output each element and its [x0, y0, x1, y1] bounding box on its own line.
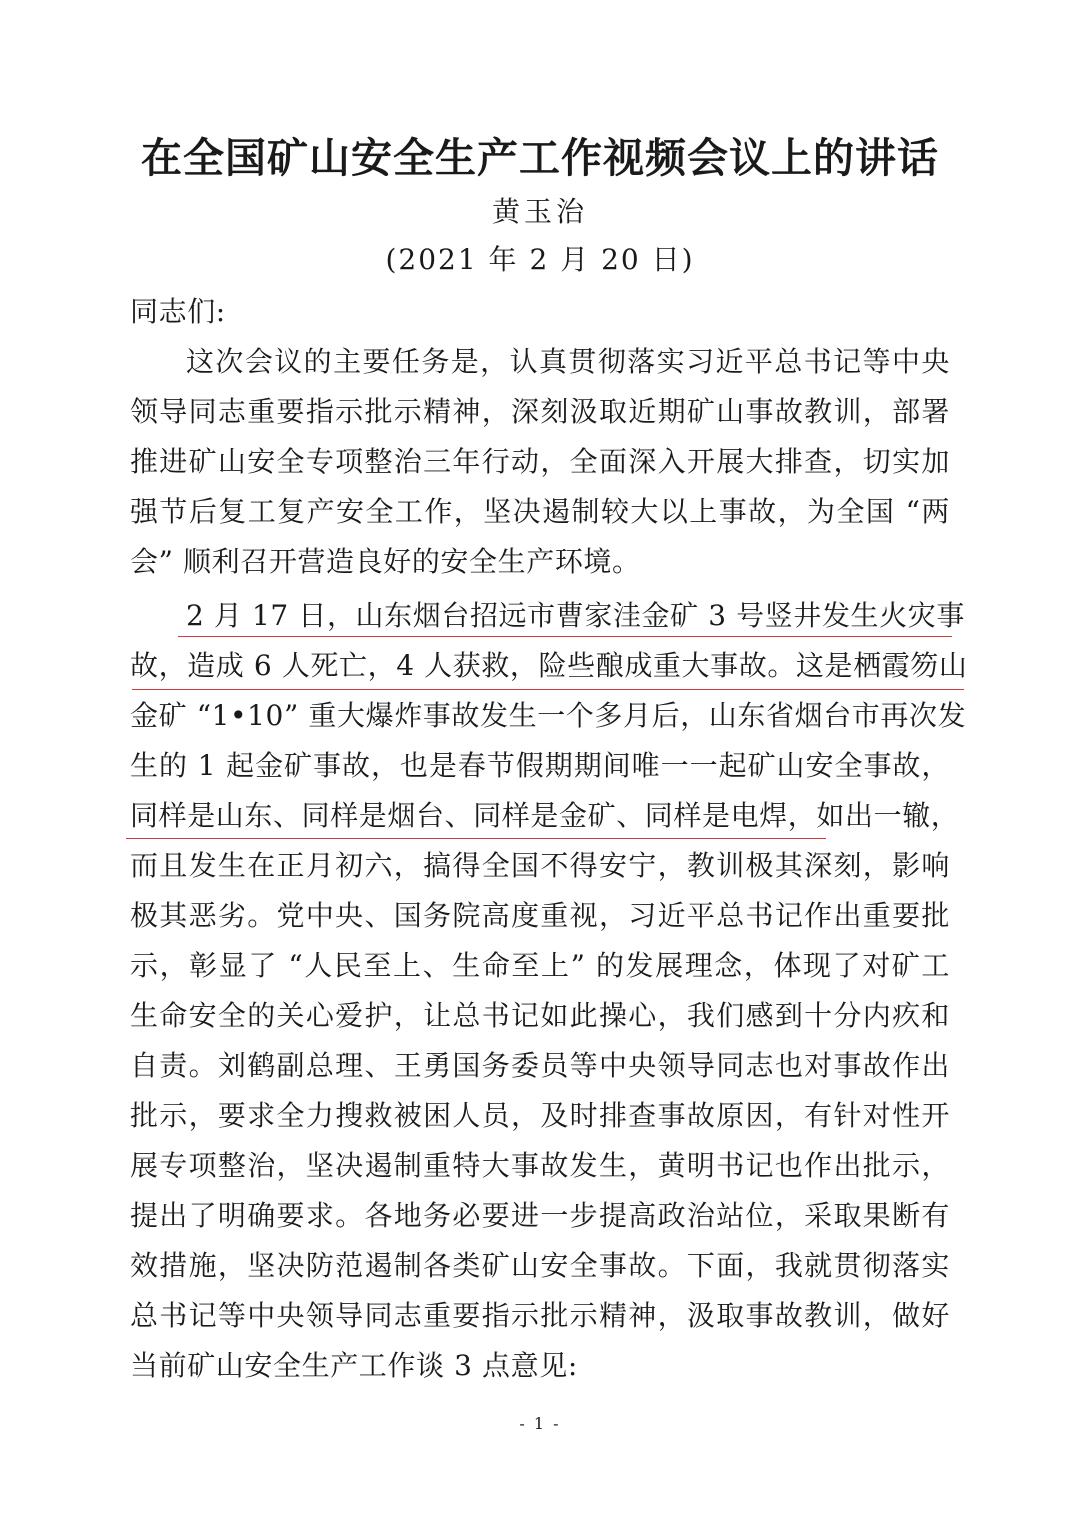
paragraph-line: 生的 1 起金矿事故，也是春节假期期间唯一一起矿山安全事故， [130, 749, 950, 782]
paragraph-line: 领导同志重要指示批示精神，深刻汲取近期矿山事故教训，部署 [130, 395, 950, 428]
paragraph-line: 同样是山东、同样是烟台、同样是金矿、同样是电焊，如出一辙， [130, 799, 960, 832]
paragraph-line: 会” 顺利召开营造良好的安全生产环境。 [130, 545, 641, 578]
red-underline [132, 689, 964, 690]
paragraph-line: 提出了明确要求。各地务必要进一步提高政治站位，采取果断有 [130, 1199, 950, 1232]
paragraph-line: 总书记等中央领导同志重要指示批示精神，汲取事故教训，做好 [130, 1299, 950, 1332]
paragraph-line: 示，彰显了 “人民至上、生命至上” 的发展理念，体现了对矿工 [130, 949, 950, 982]
salutation: 同志们: [130, 295, 226, 328]
paragraph-line: 推进矿山安全专项整治三年行动，全面深入开展大排查，切实加 [130, 445, 950, 478]
paragraph-line: 这次会议的主要任务是，认真贯彻落实习近平总书记等中央 [186, 345, 950, 378]
red-underline [126, 838, 826, 839]
red-underline [178, 636, 952, 637]
paragraph-line: 故，造成 6 人死亡，4 人获救，险些酿成重大事故。这是栖霞笏山 [130, 649, 968, 682]
document-title: 在全国矿山安全生产工作视频会议上的讲话 [141, 134, 939, 182]
paragraph-line: 批示，要求全力搜救被困人员，及时排查事故原因，有针对性开 [130, 1099, 950, 1132]
paragraph-line: 金矿 “1•10” 重大爆炸事故发生一个多月后，山东省烟台市再次发 [130, 699, 967, 732]
paragraph-line: 展专项整治，坚决遏制重特大事故发生，黄明书记也作出批示， [130, 1149, 950, 1182]
paragraph-line: 而且发生在正月初六，搞得全国不得安宁，教训极其深刻，影响 [130, 849, 950, 882]
page-number: - 1 - [519, 1414, 561, 1433]
paragraph-line: 强节后复工复产安全工作，坚决遏制较大以上事故，为全国 “两 [130, 495, 950, 528]
paragraph-line: 当前矿山安全生产工作谈 3 点意见: [130, 1349, 578, 1382]
paragraph-line: 生命安全的关心爱护，让总书记如此操心，我们感到十分内疚和 [130, 999, 950, 1032]
document-date: (2021 年 2 月 20 日) [385, 243, 695, 276]
paragraph-line: 自责。刘鹤副总理、王勇国务委员等中央领导同志也对事故作出 [130, 1049, 950, 1082]
paragraph-line: 2 月 17 日，山东烟台招远市曹家洼金矿 3 号竖井发生火灾事 [186, 599, 965, 632]
paragraph-line: 极其恶劣。党中央、国务院高度重视，习近平总书记作出重要批 [130, 899, 950, 932]
document-author: 黄玉治 [491, 195, 588, 228]
paragraph-line: 效措施，坚决防范遏制各类矿山安全事故。下面，我就贯彻落实 [130, 1249, 950, 1282]
